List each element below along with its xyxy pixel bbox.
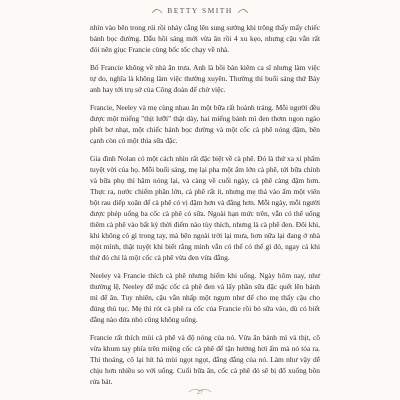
paragraph: nhìn vào bên trong rúi rồi nhảy cẫng lên sung sướng khi trông thấy mấy chiếc bánh bọc đường. Dẫu hồi sáng mới vừa ăn rồi 4 xu kẹo, nhưng cậu vẫn rất đói nên giục Francie cùng bốc tốc chạy về nhà. bbox=[90, 23, 320, 54]
paragraph: Gia đình Nolan có một cách nhìn rất đặc biệt về cà phê. Đó là thứ xa xỉ phẩm tuyệt vời của họ. Mỗi buổi sáng, mẹ lại pha một ấm lớn cà phê, tới bữa chính và bữa phụ thì hâm nóng lại, và càng về cuối ngày, cà phê càng đậm hơn. Thực ra, nước chiếm phần lớn, cà phê rất ít, nhưng mẹ thả vào ấm một viên bột rau diếp xoăn để cà phê có vị đậm hơn và đắng hơn. Mỗi ngày, mỗi người được phép uống ba cốc cà phê có sữa. Ngoài hạn mức trên, vẫn có thể uống thêm cà phê vào bất kỳ thời điểm nào tùy thích, nhưng là cà phê đen. Đôi khi, khi không có gì trong tay, mà bên ngoài trời lại mưa, hơn nữa lại đang ở nhà một mình, thật tuyệt khi biết rằng mình vẫn có thể có thể gì đó, ngay cả khi thứ đó chỉ là một cốc cà phê vừa đen vừa đắng. bbox=[90, 154, 320, 262]
header-title: BETTY SMITH bbox=[167, 5, 233, 15]
page-footer bbox=[0, 386, 400, 396]
paragraph: Bố Francie không về nhà ăn trưa. Anh là bồi bàn kiêm ca sĩ nhưng làm việc tự do, nghĩa là không làm việc thường xuyên. Thường thì buổi sáng thứ Bảy anh hay tới trụ sở của Công đoàn để chờ việc. bbox=[90, 63, 320, 94]
page-number: 27 bbox=[197, 390, 203, 396]
page-body bbox=[90, 22, 320, 394]
leaf-ornament-left-icon bbox=[151, 4, 163, 16]
paragraph: Francie, Neeley và mẹ cùng nhau ăn một bữa rất hoành tráng. Mỗi người đều được một miếng "thịt lưỡi" thật dày, hai miếng bánh mì đen thơm ngon ngào phết bơ nhạt, một chiếc bánh bọc đường và một cốc cà phê nóng đậm, bên cạnh còn có một thìa sữa đặc. bbox=[90, 103, 320, 145]
paragraph: Neeley và Francie thích cà phê nhưng hiếm khi uống. Ngày hôm nay, như thường lệ, Neeley để mặc cốc cà phê đen và lấy phần sữa đặc quết lên bánh mì để ăn. Tuy nhiên, cậu vẫn nhấp một ngụm như để cho mẹ thấy cậu cho đúng thủ tục. Mẹ thì rót cà phê ra cốc của Francie rồi bỏ sữa vào, dù có biết đằng nào đứa nhỏ cũng không uống. bbox=[90, 271, 320, 324]
running-header bbox=[0, 0, 400, 20]
paragraph: Francie rất thích mùi cà phê và độ nóng của nó. Vừa ăn bánh mì và thịt, cô vừa khum tay phía trên miệng cốc cà phê để tận hưởng hơi ấm mà nó tỏa ra. Thi thoảng, cô lại hít hà mùi ngọt ngọt, đắng đắng của nó. Làm như vậy dễ chịu hơn nhiều so với uống. Cuối bữa ăn, cốc cà phê đó sẽ bị đổ xuống bồn rửa bát. bbox=[90, 333, 320, 386]
page-number-ornament-icon bbox=[187, 386, 213, 396]
leaf-ornament-right-icon bbox=[237, 4, 249, 16]
